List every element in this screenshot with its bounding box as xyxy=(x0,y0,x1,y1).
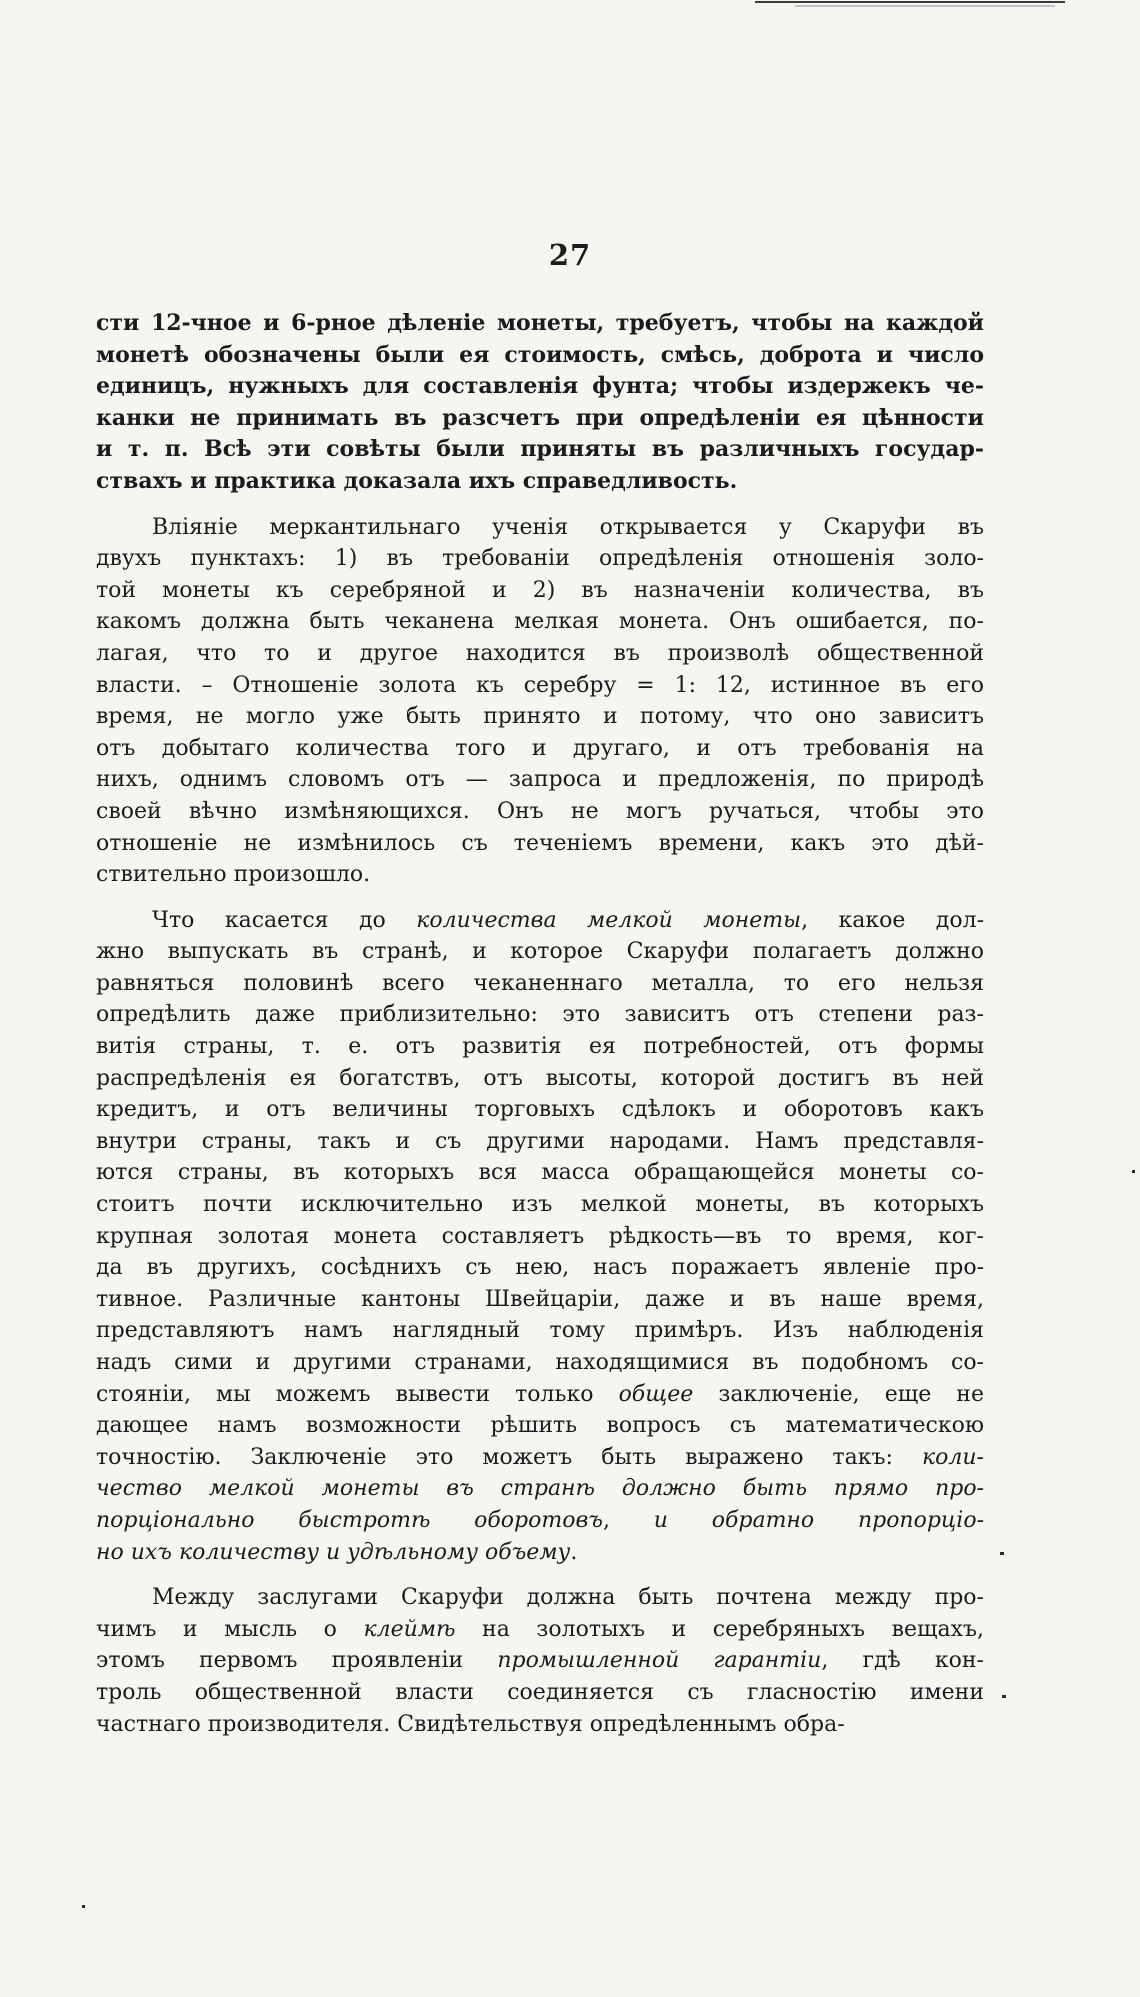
text-run: ствительно произошло. xyxy=(96,862,371,888)
text-run: да въ другихъ, сосѣднихъ съ нею, насъ поражаетъ явленіе про- xyxy=(96,1255,984,1281)
text-line xyxy=(96,1031,984,1063)
text-line xyxy=(96,512,984,544)
text-run: нихъ, однимъ словомъ отъ — запроса и предложенія, по природѣ xyxy=(96,767,984,793)
text-run: . xyxy=(570,1539,578,1565)
text-run: канки не принимать въ разсчетъ при опредѣленіи ея цѣнности xyxy=(96,404,984,431)
text-line xyxy=(96,1221,984,1253)
italic-phrase: и обратно пропорціо- xyxy=(653,1507,984,1533)
text-line xyxy=(96,1537,984,1569)
text-line xyxy=(96,1252,984,1284)
top-edge-rule xyxy=(755,0,1085,10)
text-run: , какое дол- xyxy=(801,907,985,933)
text-run: точностію. Заключеніе это можетъ быть выражено такъ: xyxy=(96,1444,922,1470)
italic-phrase: коли- xyxy=(922,1444,984,1470)
text-run: время, не могло уже быть принято и потому, что оно зависитъ xyxy=(96,704,984,730)
text-run: ются страны, въ которыхъ вся масса обращающейся монеты со- xyxy=(96,1160,984,1186)
text-run: единицъ, нужныхъ для составленія фунта; чтобы издержекъ че- xyxy=(96,373,984,400)
italic-phrase: но ихъ количеству и удѣльному объему xyxy=(96,1539,571,1565)
text-line xyxy=(96,434,984,466)
italic-phrase: чество мелкой монеты въ странѣ должно быть прямо про- xyxy=(96,1476,984,1502)
text-line xyxy=(96,733,984,765)
text-line xyxy=(96,764,984,796)
italic-phrase: общее xyxy=(618,1381,694,1407)
text-run: стояніи, мы можемъ вывести только xyxy=(96,1381,619,1407)
paragraph xyxy=(96,905,984,1568)
text-line xyxy=(96,1347,984,1379)
text-run: Между заслугами Скаруфи должна быть почтена между про- xyxy=(152,1585,984,1611)
text-run: кредитъ, и отъ величины торговыхъ сдѣлокъ и оборотовъ какъ xyxy=(96,1097,984,1123)
text-run: на золотыхъ и серебряныхъ вещахъ, xyxy=(455,1616,984,1642)
text-line xyxy=(96,1063,984,1095)
text-run: дающее намъ возможности рѣшить вопросъ съ математическою xyxy=(96,1413,984,1439)
text-run: частнаго производителя. Свидѣтельствуя опредѣленнымъ обра- xyxy=(96,1711,845,1737)
text-line xyxy=(96,1126,984,1158)
text-line xyxy=(96,936,984,968)
italic-phrase: количества мелкой монеты xyxy=(416,907,802,933)
text-run: представляютъ намъ наглядный тому примѣръ. Изъ наблюденія xyxy=(96,1318,984,1344)
text-run: внутри страны, такъ и съ другими народами. Намъ представля- xyxy=(96,1128,984,1154)
text-line xyxy=(96,701,984,733)
text-run: равняться половинѣ всего чеканеннаго металла, то его нельзя xyxy=(96,970,984,996)
text-run: власти. – Отношеніе золота къ серебру = 1: 12, истинное въ его xyxy=(96,672,984,698)
text-line xyxy=(96,543,984,575)
text-run: той монеты къ серебряной и 2) въ назначеніи количества, въ xyxy=(96,577,984,603)
text-line xyxy=(96,1473,984,1505)
text-run: монетѣ обозначены были ея стоимость, смѣсь, доброта и число xyxy=(96,341,984,368)
text-run: отношеніе не измѣнилось съ теченіемъ времени, какъ это дѣй- xyxy=(96,830,984,856)
text-run: заключеніе, еще не xyxy=(693,1381,984,1407)
text-line xyxy=(96,340,984,372)
text-run: стоитъ почти исключительно изъ мелкой монеты, въ которыхъ xyxy=(96,1192,984,1218)
text-line xyxy=(96,796,984,828)
text-run: опредѣлить даже приблизительно: это зависитъ отъ степени раз- xyxy=(96,1002,984,1028)
text-line xyxy=(96,859,984,891)
text-line xyxy=(96,828,984,860)
scan-speck xyxy=(1000,1552,1004,1555)
text-line xyxy=(96,1284,984,1316)
italic-phrase: промышленной гарантіи xyxy=(497,1648,822,1674)
text-line xyxy=(96,1614,984,1646)
text-line xyxy=(96,466,984,498)
text-run: лагая, что то и другое находится въ произволѣ общественной xyxy=(96,640,984,666)
text-line xyxy=(96,1677,984,1709)
text-line xyxy=(96,1189,984,1221)
text-line xyxy=(96,1505,984,1537)
text-line xyxy=(96,606,984,638)
text-line xyxy=(96,371,984,403)
text-run: этомъ первомъ проявленіи xyxy=(96,1648,498,1674)
text-run: Что касается до xyxy=(152,907,417,933)
text-line xyxy=(96,1442,984,1474)
text-run: какомъ должна быть чеканена мелкая монета. Онъ ошибается, по- xyxy=(96,609,984,635)
text-run: ствахъ и практика доказала ихъ справедливость. xyxy=(96,467,738,494)
text-line xyxy=(96,575,984,607)
text-line xyxy=(96,308,984,340)
text-run: двухъ пунктахъ: 1) въ требованіи опредѣленія отношенія золо- xyxy=(96,546,984,572)
text-line xyxy=(96,1709,984,1741)
text-line xyxy=(96,1157,984,1189)
text-line xyxy=(96,1645,984,1677)
text-run: надъ сими и другими странами, находящимися въ подобномъ со- xyxy=(96,1350,984,1375)
text-line xyxy=(96,1315,984,1347)
text-line xyxy=(96,638,984,670)
text-line xyxy=(96,999,984,1031)
text-run: и т. п. Всѣ эти совѣты были приняты въ различныхъ государ- xyxy=(96,436,984,463)
text-line xyxy=(96,968,984,1000)
paragraph xyxy=(96,1582,984,1740)
text-run: крупная золотая монета составляетъ рѣдкость—въ то время, ког- xyxy=(96,1223,984,1249)
text-line xyxy=(96,670,984,702)
scan-speck xyxy=(1002,1695,1006,1698)
scan-speck xyxy=(1132,1170,1135,1173)
text-line xyxy=(96,1582,984,1614)
text-line xyxy=(96,1410,984,1442)
text-line xyxy=(96,1094,984,1126)
text-run: витія страны, т. е. отъ развитія ея потребностей, отъ формы xyxy=(96,1034,984,1060)
text-run: распредѣленія ея богатствъ, отъ высоты, которой достигъ въ ней xyxy=(96,1065,984,1091)
text-run: тивное. Различные кантоны Швейцаріи, даже и въ наше время, xyxy=(96,1286,984,1312)
italic-phrase: клеймѣ xyxy=(363,1616,456,1642)
scan-speck xyxy=(82,1905,85,1908)
paragraph xyxy=(96,512,984,891)
text-line xyxy=(96,1379,984,1411)
text-run: чимъ и мысль о xyxy=(96,1616,364,1642)
text-run: своей вѣчно измѣняющихся. Онъ не могъ ручаться, чтобы это xyxy=(96,798,984,824)
text-run: жно выпускать въ странѣ, и которое Скаруфи полагаетъ должно xyxy=(96,939,984,965)
page-number: 27 xyxy=(548,238,592,272)
text-run: троль общественной власти соединяется съ гласностію имени xyxy=(96,1679,984,1705)
text-run: отъ добытаго количества того и другаго, и отъ требованія на xyxy=(96,735,984,761)
text-run: Вліяніе меркантильнаго ученія открывается у Скаруфи въ xyxy=(152,514,984,540)
italic-phrase: порціонально быстротѣ оборотовъ xyxy=(96,1507,603,1533)
text-line xyxy=(96,403,984,435)
paragraph xyxy=(96,308,984,498)
text-run: , гдѣ кон- xyxy=(821,1648,984,1674)
text-run: сти 12-чное и 6-рное дѣленіе монеты, требуетъ, чтобы на каждой xyxy=(96,310,984,336)
text-line xyxy=(96,905,984,937)
body-text xyxy=(96,308,984,1754)
text-run: , xyxy=(602,1507,654,1533)
